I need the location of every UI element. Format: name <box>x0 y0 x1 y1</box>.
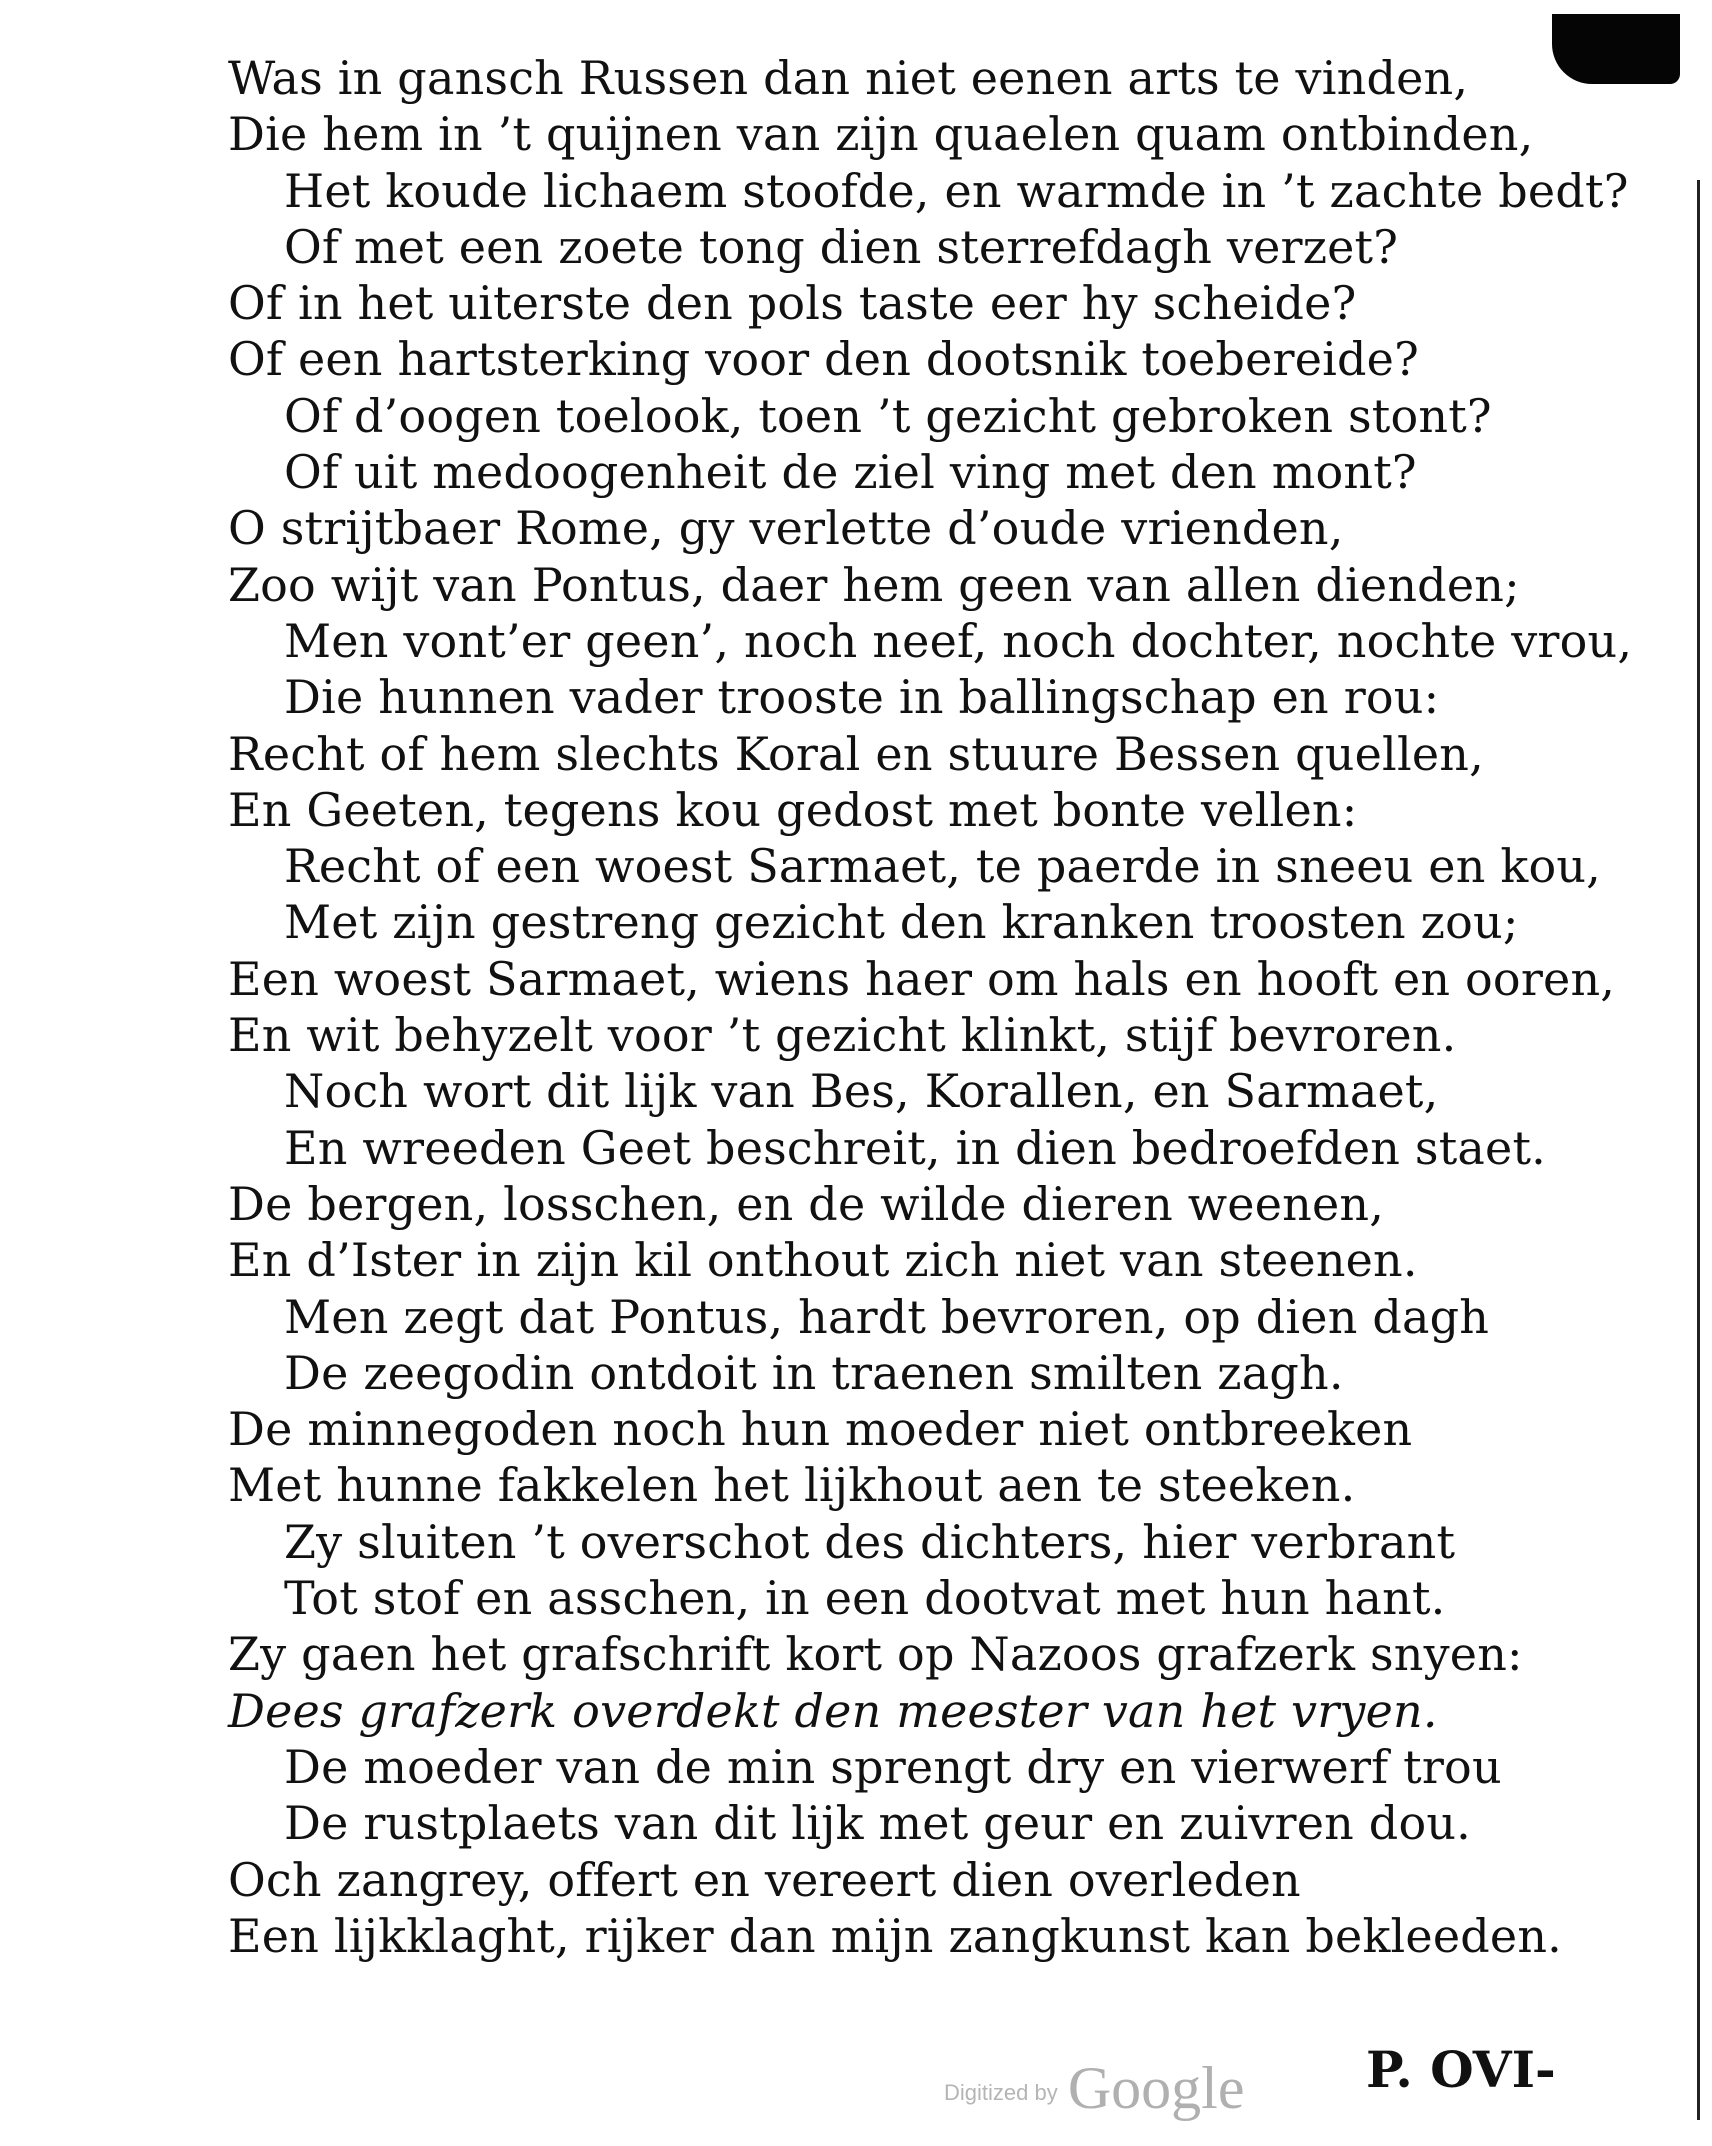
poem-line: Een lijkklaght, rijker dan mijn zangkunst kan bekleeden. <box>228 1908 1562 1963</box>
poem-line: Recht of een woest Sarmaet, te paerde in sneeu en kou, <box>284 839 1601 894</box>
poem-line: En d’Ister in zijn kil onthout zich niet van steenen. <box>228 1233 1418 1288</box>
catchword: P. OVI- <box>1366 2040 1556 2099</box>
poem-line: De zeegodin ontdoit in traenen smilten zagh. <box>284 1345 1344 1400</box>
poem-line: En wit behyzelt voor ’t gezicht klinkt, stijf bevroren. <box>228 1008 1457 1063</box>
digitized-watermark <box>944 2054 1244 2123</box>
poem-line: Zoo wijt van Pontus, daer hem geen van allen dienden; <box>228 557 1520 612</box>
poem-line: Of met een zoete tong dien sterrefdagh verzet? <box>284 219 1399 274</box>
poem-line: Of in het uiterste den pols taste eer hy scheide? <box>228 276 1357 331</box>
poem-line: O strijtbaer Rome, gy verlette d’oude vrienden, <box>228 501 1344 556</box>
watermark-brand: Google <box>1067 2055 1245 2121</box>
poem-line: Een woest Sarmaet, wiens haer om hals en hooft en ooren, <box>228 951 1616 1006</box>
poem-line: De moeder van de min sprengt dry en vierwerf trou <box>284 1739 1502 1794</box>
poem-line: Met zijn gestreng gezicht den kranken troosten zou; <box>284 895 1519 950</box>
poem-line: Zy sluiten ’t overschot des dichters, hier verbrant <box>284 1514 1456 1569</box>
poem-line: Of uit medoogenheit de ziel ving met den mont? <box>284 445 1417 500</box>
poem-line: Was in gansch Russen dan niet eenen arts te vinden, <box>228 51 1469 105</box>
poem-line: En wreeden Geet beschreit, in dien bedroefden staet. <box>284 1120 1546 1175</box>
poem-line: Recht of hem slechts Koral en stuure Bessen quellen, <box>228 726 1484 781</box>
poem-line: En Geeten, tegens kou gedost met bonte vellen: <box>228 782 1358 837</box>
poem-line: Men zegt dat Pontus, hardt bevroren, op dien dagh <box>284 1289 1490 1344</box>
poem-line: Met hunne fakkelen het lijkhout aen te steeken. <box>228 1458 1356 1513</box>
poem-line: De bergen, losschen, en de wilde dieren weenen, <box>228 1176 1385 1231</box>
poem-text <box>228 50 1633 1964</box>
poem-line: Die hunnen vader trooste in ballingschap en rou: <box>284 670 1440 725</box>
poem-line: Die hem in ’t quijnen van zijn quaelen quam ontbinden, <box>228 107 1534 162</box>
poem-line: De rustplaets van dit lijk met geur en zuivren dou. <box>284 1796 1471 1851</box>
poem-line: Of d’oogen toelook, toen ’t gezicht gebroken stont? <box>284 388 1492 443</box>
poem-line: Het koude lichaem stoofde, en warmde in ’t zachte bedt? <box>284 163 1629 218</box>
epitaph-line: Dees grafzerk overdekt den meester van het vryen. <box>228 1683 1438 1738</box>
poem-line: Tot stof en asschen, in een dootvat met hun hant. <box>284 1571 1446 1626</box>
page-edge-rule <box>1697 180 1700 2120</box>
poem-line: Noch wort dit lijk van Bes, Korallen, en Sarmaet, <box>284 1064 1439 1119</box>
poem-line: Och zangrey, offert en vereert dien overleden <box>228 1852 1301 1907</box>
poem-line: De minnegoden noch hun moeder niet ontbreeken <box>228 1402 1413 1457</box>
poem-line: Men vont’er geen’, noch neef, noch dochter, nochte vrou, <box>284 613 1633 668</box>
poem-line: Of een hartsterking voor den dootsnik toebereide? <box>228 332 1419 387</box>
poem-line: Zy gaen het grafschrift kort op Nazoos grafzerk snyen: <box>228 1627 1523 1682</box>
watermark-prefix: Digitized by <box>944 2080 1058 2105</box>
